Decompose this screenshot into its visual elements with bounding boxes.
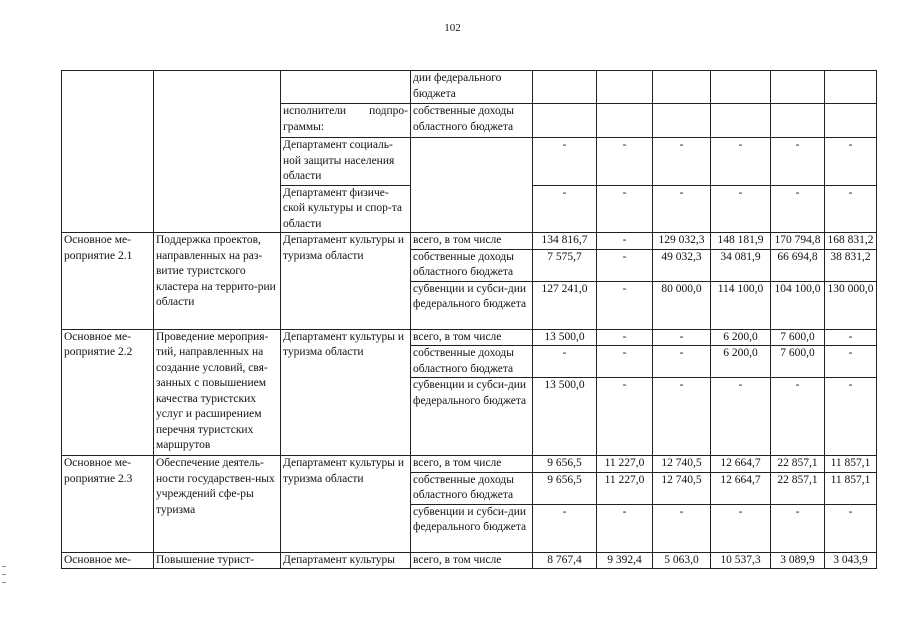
- activity-executor: Департамент культуры: [281, 552, 411, 569]
- value-cell: 114 100,0: [711, 281, 771, 329]
- activity-name: Обеспечение деятель-ности государствен-ных учреждений сфе-ры туризма: [154, 456, 281, 553]
- source-cell: субвенции и субси-дии федерального бюджета: [411, 281, 533, 329]
- value-cell: [771, 104, 825, 138]
- value-cell: [653, 71, 711, 104]
- executor-cell: Департамент физиче-ской культуры и спор-та области: [281, 185, 411, 233]
- value-cell: [711, 71, 771, 104]
- value-cell: [771, 71, 825, 104]
- name-cell: [154, 71, 281, 233]
- value-cell: 12 664,7: [711, 472, 771, 504]
- value-cell: 49 032,3: [653, 249, 711, 281]
- value-cell: -: [597, 346, 653, 378]
- value-cell: -: [771, 138, 825, 186]
- source-cell: собственные доходы областного бюджета: [411, 249, 533, 281]
- value-cell: 12 740,5: [653, 472, 711, 504]
- value-cell: 22 857,1: [771, 456, 825, 473]
- value-cell: -: [825, 504, 877, 552]
- activity-executor: Департамент культуры и туризма области: [281, 329, 411, 456]
- source-cell: субвенции и субси-дии федерального бюджета: [411, 378, 533, 456]
- value-cell: [533, 71, 597, 104]
- source-cell: дии федерального бюджета: [411, 71, 533, 104]
- value-cell: -: [653, 504, 711, 552]
- activity-executor: Департамент культуры и туризма области: [281, 233, 411, 330]
- source-cell: собственные доходы областного бюджета: [411, 104, 533, 138]
- activity-status: Основное ме-роприятие 2.1: [62, 233, 154, 330]
- value-cell: -: [597, 233, 653, 250]
- activity-executor: Департамент культуры и туризма области: [281, 456, 411, 553]
- source-cell: [411, 138, 533, 233]
- value-cell: 130 000,0: [825, 281, 877, 329]
- value-cell: -: [533, 346, 597, 378]
- value-cell: 7 600,0: [771, 346, 825, 378]
- value-cell: -: [711, 185, 771, 233]
- value-cell: 127 241,0: [533, 281, 597, 329]
- value-cell: 134 816,7: [533, 233, 597, 250]
- status-cell: [62, 71, 154, 233]
- value-cell: 13 500,0: [533, 378, 597, 456]
- value-cell: 11 857,1: [825, 472, 877, 504]
- value-cell: 12 740,5: [653, 456, 711, 473]
- value-cell: -: [597, 185, 653, 233]
- value-cell: 11 227,0: [597, 456, 653, 473]
- value-cell: [597, 71, 653, 104]
- value-cell: -: [533, 185, 597, 233]
- value-cell: 6 200,0: [711, 329, 771, 346]
- value-cell: [825, 71, 877, 104]
- activity-status: Основное ме-: [62, 552, 154, 569]
- value-cell: 3 089,9: [771, 552, 825, 569]
- value-cell: -: [653, 378, 711, 456]
- source-cell: собственные доходы областного бюджета: [411, 346, 533, 378]
- value-cell: -: [771, 185, 825, 233]
- value-cell: -: [771, 378, 825, 456]
- source-cell: субвенции и субси-дии федерального бюджета: [411, 504, 533, 552]
- value-cell: -: [597, 138, 653, 186]
- value-cell: 80 000,0: [653, 281, 711, 329]
- value-cell: 9 392,4: [597, 552, 653, 569]
- value-cell: [825, 104, 877, 138]
- value-cell: -: [825, 138, 877, 186]
- value-cell: 9 656,5: [533, 456, 597, 473]
- value-cell: 11 227,0: [597, 472, 653, 504]
- activity-name: Проведение мероприя-тий, направленных на создание условий, свя-занных с повышением качества туристских услуг и расширением перечня туристских маршрутов: [154, 329, 281, 456]
- budget-table: [61, 70, 877, 569]
- value-cell: [597, 104, 653, 138]
- value-cell: 104 100,0: [771, 281, 825, 329]
- value-cell: -: [653, 138, 711, 186]
- value-cell: -: [653, 346, 711, 378]
- value-cell: -: [533, 504, 597, 552]
- value-cell: -: [597, 281, 653, 329]
- value-cell: -: [711, 138, 771, 186]
- activity-status: Основное ме-роприятие 2.3: [62, 456, 154, 553]
- value-cell: 3 043,9: [825, 552, 877, 569]
- activity-status: Основное ме-роприятие 2.2: [62, 329, 154, 456]
- scan-edge-mark: [2, 566, 6, 567]
- value-cell: 170 794,8: [771, 233, 825, 250]
- value-cell: 9 656,5: [533, 472, 597, 504]
- source-cell: собственные доходы областного бюджета: [411, 472, 533, 504]
- executors-label: исполнители подпро-граммы:: [281, 104, 411, 138]
- value-cell: 5 063,0: [653, 552, 711, 569]
- value-cell: [533, 104, 597, 138]
- value-cell: -: [597, 504, 653, 552]
- value-cell: -: [825, 346, 877, 378]
- value-cell: -: [711, 378, 771, 456]
- value-cell: 168 831,2: [825, 233, 877, 250]
- value-cell: 11 857,1: [825, 456, 877, 473]
- value-cell: 6 200,0: [711, 346, 771, 378]
- value-cell: 7 575,7: [533, 249, 597, 281]
- value-cell: [653, 104, 711, 138]
- source-cell: всего, в том числе: [411, 456, 533, 473]
- scan-edge-mark: [2, 582, 6, 583]
- value-cell: [711, 104, 771, 138]
- value-cell: -: [825, 378, 877, 456]
- value-cell: 7 600,0: [771, 329, 825, 346]
- value-cell: -: [825, 329, 877, 346]
- value-cell: 129 032,3: [653, 233, 711, 250]
- activity-name: Поддержка проектов, направленных на раз-витие туристского кластера на террито-рии области: [154, 233, 281, 330]
- value-cell: -: [597, 329, 653, 346]
- source-cell: всего, в том числе: [411, 552, 533, 569]
- value-cell: 13 500,0: [533, 329, 597, 346]
- value-cell: 66 694,8: [771, 249, 825, 281]
- value-cell: -: [533, 138, 597, 186]
- source-cell: всего, в том числе: [411, 329, 533, 346]
- value-cell: 10 537,3: [711, 552, 771, 569]
- value-cell: 8 767,4: [533, 552, 597, 569]
- value-cell: 38 831,2: [825, 249, 877, 281]
- value-cell: 34 081,9: [711, 249, 771, 281]
- value-cell: -: [771, 504, 825, 552]
- value-cell: 22 857,1: [771, 472, 825, 504]
- page-number: 102: [444, 22, 461, 34]
- executor-cell: [281, 71, 411, 104]
- value-cell: 148 181,9: [711, 233, 771, 250]
- source-cell: всего, в том числе: [411, 233, 533, 250]
- value-cell: -: [825, 185, 877, 233]
- value-cell: -: [653, 185, 711, 233]
- value-cell: -: [711, 504, 771, 552]
- activity-name: Повышение турист-: [154, 552, 281, 569]
- value-cell: -: [597, 378, 653, 456]
- executor-cell: Департамент социаль-ной защиты населения области: [281, 138, 411, 186]
- value-cell: -: [597, 249, 653, 281]
- value-cell: 12 664,7: [711, 456, 771, 473]
- value-cell: -: [653, 329, 711, 346]
- scan-edge-mark: [2, 574, 6, 575]
